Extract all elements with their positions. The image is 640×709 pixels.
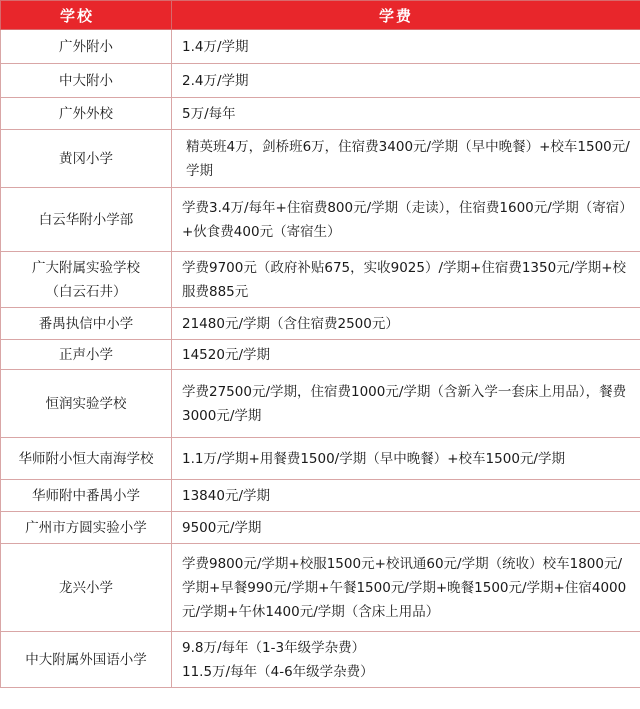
school-name-cell: [1, 340, 172, 370]
school-name-cell: [1, 370, 172, 438]
table-header-row: [1, 1, 640, 30]
fee-cell: 学费3.4万/每年+住宿费800元/学期（走读），住宿费1600元/学期（寄宿）+伙食费400元（寄宿生）: [172, 188, 640, 252]
table-row: [1, 632, 640, 688]
table-row: [1, 308, 640, 340]
header-fee: 学费: [172, 1, 640, 30]
school-name-cell: [1, 188, 172, 252]
fee-cell: 1.1万/学期+用餐费1500/学期（早中晚餐）+校车1500元/学期: [172, 438, 640, 480]
table-row: [1, 98, 640, 130]
fee-cell: 9500元/学期: [172, 512, 640, 544]
school-name: 中大附小: [59, 72, 113, 89]
fee-cell: 精英班4万，剑桥班6万，住宿费3400元/学期（早中晚餐）+校车1500元/学期: [172, 130, 640, 188]
fee-cell: 学费27500元/学期，住宿费1000元/学期（含新入学一套床上用品），餐费3000元/学期: [172, 370, 640, 438]
table-row: [1, 188, 640, 252]
school-name: 番禺执信中小学: [38, 315, 134, 332]
school-name-cell: [1, 544, 172, 632]
table-row: [1, 512, 640, 544]
table-row: [1, 252, 640, 308]
school-name: 华师附小恒大南海学校: [18, 450, 154, 467]
fee-cell: [172, 632, 640, 688]
header-school: 学校: [1, 1, 172, 30]
school-name: 广外附小: [59, 38, 113, 55]
table-row: [1, 130, 640, 188]
table-row: [1, 544, 640, 632]
table-row: [1, 64, 640, 98]
school-name: 中大附属外国语小学: [25, 651, 147, 668]
fee-cell: 5万/每年: [172, 98, 640, 130]
fee-line: 11.5万/每年（4-6年级学杂费）: [182, 663, 374, 680]
school-name: 黄冈小学: [59, 150, 113, 167]
fee-cell: 学费9800元/学期+校服1500元+校讯通60元/学期（统收）校车1800元/学期+早餐990元/学期+午餐1500元/学期+晚餐1500元/学期+住宿4000元/学期+午休1400元/学期（含床上用品）: [172, 544, 640, 632]
fee-line: 9.8万/每年（1-3年级学杂费）: [182, 639, 366, 656]
school-name-cell: [1, 130, 172, 188]
school-name: 龙兴小学: [59, 579, 113, 596]
school-name-cell: [1, 308, 172, 340]
school-name-cell: [1, 64, 172, 98]
fee-cell: 13840元/学期: [172, 480, 640, 512]
school-name-cell: [1, 512, 172, 544]
school-name-cell: [1, 632, 172, 688]
school-name: 华师附中番禺小学: [32, 487, 140, 504]
school-name: 广州市方圆实验小学: [25, 519, 147, 536]
fee-cell: 14520元/学期: [172, 340, 640, 370]
fee-cell: 学费9700元（政府补贴675，实收9025）/学期+住宿费1350元/学期+校服费885元: [172, 252, 640, 308]
table-row: [1, 480, 640, 512]
school-name-cell: [1, 480, 172, 512]
fee-cell: 2.4万/学期: [172, 64, 640, 98]
school-name-cell: [1, 98, 172, 130]
fee-cell: 21480元/学期（含住宿费2500元）: [172, 308, 640, 340]
school-name-cell: [1, 30, 172, 64]
school-name: 广大附属实验学校: [32, 259, 140, 276]
school-name-cell: [1, 438, 172, 480]
school-name: 白云华附小学部: [38, 211, 134, 228]
school-name: 正声小学: [59, 346, 113, 363]
school-name-cell: [1, 252, 172, 308]
table-row: [1, 438, 640, 480]
fee-cell: 1.4万/学期: [172, 30, 640, 64]
table-row: [1, 30, 640, 64]
table-row: [1, 370, 640, 438]
school-name: 恒润实验学校: [45, 395, 127, 412]
school-name-sub: （白云石井）: [45, 283, 127, 300]
table-row: [1, 340, 640, 370]
school-name: 广外外校: [59, 105, 113, 122]
